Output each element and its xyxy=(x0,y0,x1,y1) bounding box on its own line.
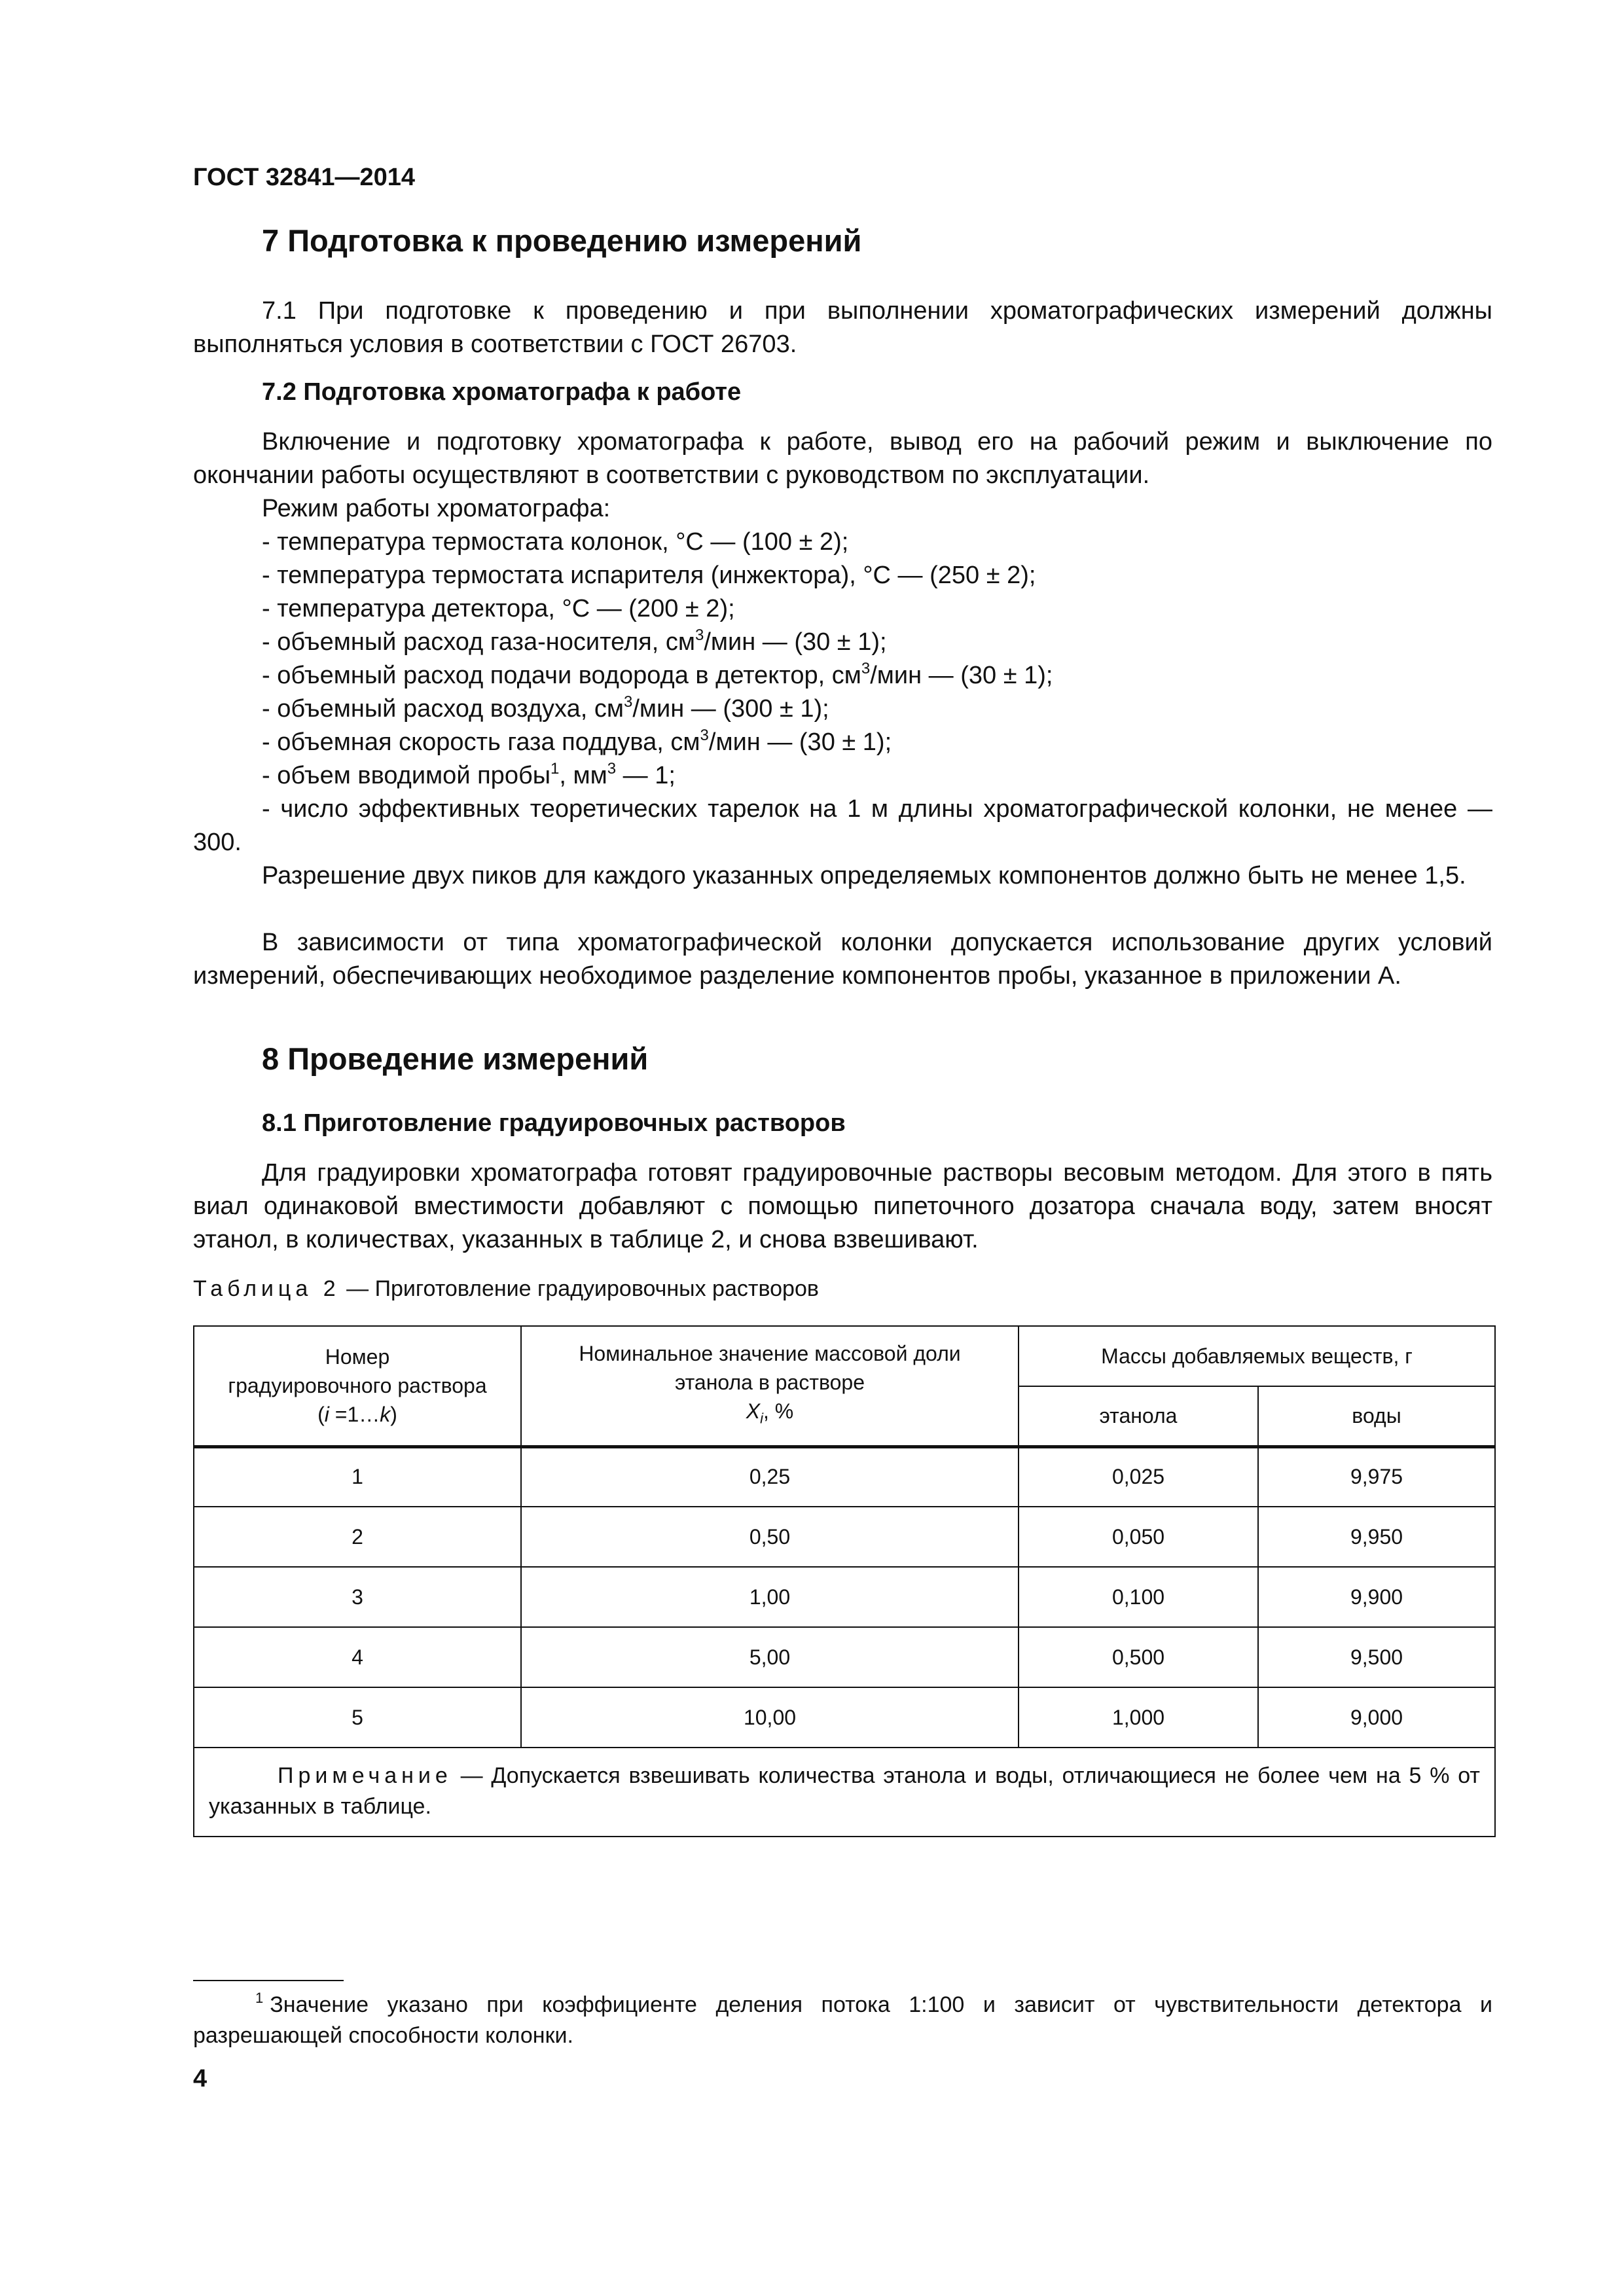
paragraph-7-2: Включение и подготовку хроматографа к работе, вывод его на рабочий режим и выключение по окончании работы осуществляют в соответствии с руководством по эксплуатации. xyxy=(193,428,1492,489)
paragraph-8-1: Для градуировки хроматографа готовят градуировочные растворы весовым методом. Для этого в пять виал одинаковой вместимости добавляют с помощью пипеточного дозатора сначала воду, затем вносят этанол, в количествах, указанных в таблице 2, и снова взвешивают. xyxy=(193,1159,1492,1253)
mode-column-temp: - температура термостата колонок, °С — (100 ± 2); xyxy=(262,528,849,556)
header-mass-fraction: Номинальное значение массовой доли этанола в растворе $X_i$, % xyxy=(521,1326,1019,1446)
paragraph-resolution: Разрешение двух пиков для каждого указанных определяемых компонентов должно быть не менее 1,5. xyxy=(262,862,1466,889)
table-row: 3 1,00 0,100 9,900 xyxy=(194,1567,1495,1627)
mode-theoretical-plates: - число эффективных теоретических тарелок на 1 м длины хроматографической колонки, не менее — 300. xyxy=(193,795,1492,856)
document-id: ГОСТ 32841—2014 xyxy=(193,164,416,191)
table-caption: Таблица 2 — Приготовление градуировочных растворов xyxy=(193,1276,819,1301)
table-note-row xyxy=(194,1748,1495,1837)
paragraph-7-1: 7.1 При подготовке к проведению и при выполнении хроматографических измерений должны выполняться условия в соответствии с ГОСТ 26703. xyxy=(193,297,1492,358)
section-8-heading: 8 Проведение измерений xyxy=(262,1041,649,1076)
footnote-reference: 1 xyxy=(550,760,560,778)
mode-carrier-gas: - объемный расход газа-носителя, $см^3$/мин — (30 ± 1); xyxy=(262,626,887,656)
table-row: 1 0,25 0,025 9,975 xyxy=(194,1446,1495,1507)
header-added-masses: Массы добавляемых веществ, г xyxy=(1019,1326,1495,1386)
table-row: 2 0,50 0,050 9,950 xyxy=(194,1507,1495,1567)
header-ethanol: этанола xyxy=(1019,1386,1258,1446)
mode-sample-volume: - объем вводимой пробы$^1$, $мм^3$ — 1; xyxy=(262,760,676,789)
table-note: Примечание — Допускается взвешивать количества этанола и воды, отличающиеся не более чем на 5 % от указанных в таблице. xyxy=(194,1748,1495,1837)
section-7-heading: 7 Подготовка к проведению измерений xyxy=(262,223,862,258)
mode-hydrogen: - объемный расход подачи водорода в детектор, $см^3$/мин — (30 ± 1); xyxy=(262,660,1053,689)
footnote: $^1$ Значение указано при коэффициенте деления потока 1:100 и зависит от чувствительности детектора и разрешающей способности колонки. xyxy=(193,1990,1492,2048)
header-solution-number: Номер градуировочного раствора (i =1…k) xyxy=(194,1326,521,1446)
header-water: воды xyxy=(1258,1386,1495,1446)
table-row: 4 5,00 0,500 9,500 xyxy=(194,1627,1495,1687)
subsection-8-1-heading: 8.1 Приготовление градуировочных растворов xyxy=(262,1109,846,1137)
mode-air: - объемный расход воздуха, $см^3$/мин — (300 ± 1); xyxy=(262,693,829,723)
page-number: 4 xyxy=(193,2065,208,2092)
mode-intro: Режим работы хроматографа: xyxy=(262,495,611,522)
calibration-table xyxy=(193,1325,1496,1837)
table-row: 5 10,00 1,000 9,000 xyxy=(194,1687,1495,1748)
mode-makeup-gas: - объемная скорость газа поддува, $см^3$/мин — (30 ± 1); xyxy=(262,726,892,756)
footnote-separator xyxy=(193,1980,344,1981)
paragraph-alternative-conditions: В зависимости от типа хроматографической колонки допускается использование других условий измерений, обеспечивающих необходимое разделение компонентов пробы, указанное в приложении А. xyxy=(193,929,1492,990)
mode-injector-temp: - температура термостата испарителя (инжектора), °С — (250 ± 2); xyxy=(262,562,1036,589)
subsection-7-2-heading: 7.2 Подготовка хроматографа к работе xyxy=(262,378,742,406)
mode-detector-temp: - температура детектора, °С — (200 ± 2); xyxy=(262,595,735,622)
